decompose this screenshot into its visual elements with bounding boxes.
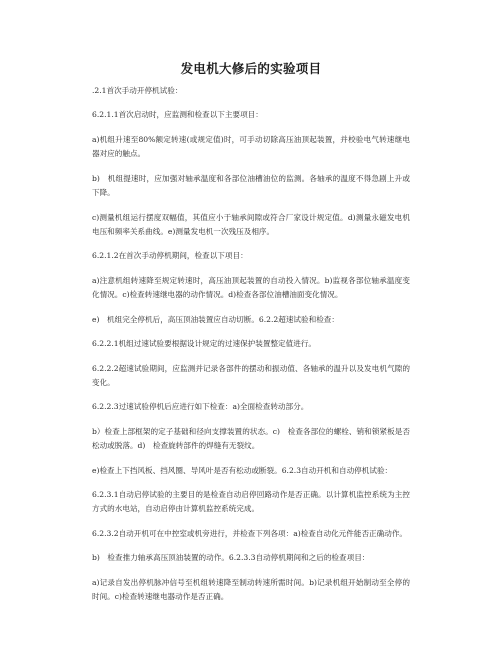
paragraph: a)记录自发出停机脉冲信号至机组转速降至制动转速所需时间。b)记录机组开始制动至全停的时间。c)检查转速继电器动作是否正确。 bbox=[92, 577, 410, 602]
paragraph: 6.2.2.3过速试验停机后应进行如下检查：a)全面检查转动部分。 bbox=[92, 402, 309, 412]
paragraph: c)测量机组运行摆度双幅值，其值应小于轴承间隙或符合厂家设计规定值。d)测量永磁发电机电压和频率关系曲线。e)测量发电机一次残压及相序。 bbox=[92, 212, 410, 236]
document-body bbox=[92, 84, 410, 615]
document-title: 发电机大修后的实验项目 bbox=[180, 61, 322, 76]
paragraph: 6.2.3.2自动开机可在中控室或机旁进行，并检查下列各项：a)检查自动化元件能否正确动作。 bbox=[92, 528, 408, 538]
paragraph: e)检查上下挡风板、挡风圈、导风叶是否有松动或断裂。6.2.3自动开机和自动停机试验： bbox=[92, 465, 393, 475]
paragraph: 6.2.1.1首次启动时，应监测和检查以下主要项目： bbox=[92, 110, 263, 120]
paragraph: 6.2.2.1机组过速试验要根据设计规定的过速保护装置整定值进行。 bbox=[92, 339, 317, 349]
paragraph: b) 机组提速时，应加强对轴承温度和各部位油槽油位的监测。各轴承的温度不得急剧上升或下降。 bbox=[92, 173, 410, 198]
paragraph: e) 机组完全停机后，高压顶油装置应自动切断。6.2.2超速试验和检查： bbox=[92, 314, 339, 324]
paragraph: b）检查上部框架的定子基础和径向支撑装置的状态。c) 检查各部位的螺栓、销和锁紧板是否松动或脱落。d) 检查旋转部件的焊缝有无裂纹。 bbox=[92, 426, 410, 451]
paragraph: b) 检查推力轴承高压顶油装置的动作。6.2.3.3自动停机期间和之后的检查项目： bbox=[92, 553, 370, 563]
paragraph: a)注意机组转速降至规定转速时，高压油顶起装置的自动投入情况。b)监视各部位轴承温度变化情况。c)检查转速继电器的动作情况。d)检查各部位油槽油面变化情况。 bbox=[92, 275, 410, 300]
paragraph: 6.2.2.2超速试验期间，应监测并记录各部件的摆动和振动值、各轴承的温升以及发电机气隙的变化。 bbox=[92, 363, 410, 387]
paragraph: 6.2.3.1自动启停试验的主要目的是检查自动启停回路动作是否正确。以计算机监控系统为主控方式的水电站，自动启停由计算机监控系统完成。 bbox=[92, 490, 410, 514]
paragraph: .2.1首次手动开停机试验： bbox=[92, 86, 183, 95]
paragraph: 6.2.1.2在首次手动停机期间，检查以下项目： bbox=[92, 251, 248, 261]
paragraph: a)机组升速至80%额定转速(或规定值)时，可手动切除高压油顶起装置，并校验电气转速继电器对应的触点。 bbox=[92, 134, 410, 159]
